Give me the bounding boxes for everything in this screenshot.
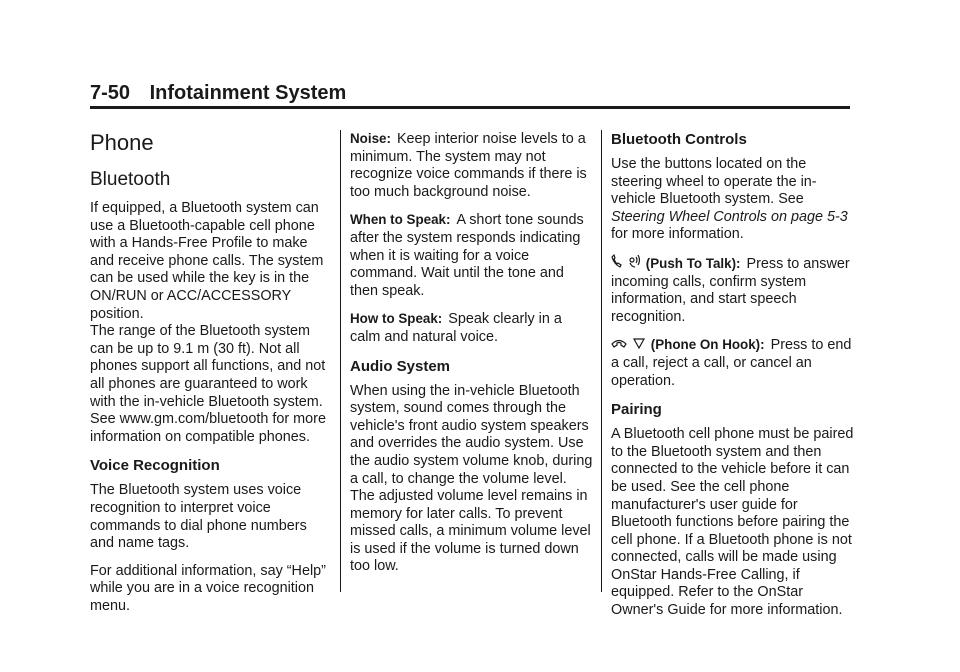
column-3: [611, 130, 856, 630]
page-header: [90, 80, 850, 109]
paragraph-noise: [350, 130, 595, 201]
voice-icon: [628, 255, 644, 271]
paragraph-when: [350, 211, 595, 300]
paragraph-controls: [611, 156, 856, 244]
paragraph: The range of the Bluetooth system can be up to 9.1 m (30 ft). Not all phones support all functions, and not all phones are guaranteed to work with the in-vehicle Bluetooth system. See www.gm.com/bluetooth for more information on compatible phones.: [90, 323, 326, 445]
heading-bluetooth: Bluetooth: [90, 169, 171, 190]
term-label: Noise:: [350, 131, 391, 146]
paragraph-phone-on-hook: [611, 336, 856, 390]
paragraph: The Bluetooth system uses voice recognition to interpret voice commands to dial phone numbers and name tags.: [90, 482, 307, 552]
column-divider: [340, 130, 341, 592]
text: Use the buttons located on the steering wheel to operate the in-vehicle Bluetooth system.: [611, 156, 817, 208]
term-text: Speak clearly in a calm and natural voice.: [350, 311, 562, 345]
column-1: [90, 122, 330, 625]
term-text: Press to end a call, reject a call, or cancel an operation.: [611, 337, 852, 389]
heading-audio-system: Audio System: [350, 357, 451, 375]
term-text: Press to answer incoming calls, confirm system information, and start speech recognition.: [611, 255, 850, 325]
paragraph: A Bluetooth cell phone must be paired to the Bluetooth system and then connected to the vehicle before it can be used. See the cell phone manufacturer's user guide for Bluetooth functions before pairing the cell phone. If a Bluetooth phone is not connected, calls will be made using OnStar Hands-Free Calling, if equipped. Refer to the OnStar Owner's Guide for more information.: [611, 426, 854, 619]
term-label: (Phone On Hook):: [650, 337, 765, 353]
section-title: Infotainment System: [149, 82, 347, 104]
hook-icon: [611, 336, 631, 352]
heading-phone: Phone: [90, 130, 154, 155]
paragraph-how: [350, 310, 595, 346]
paragraph: For additional information, say “Help” while you are in a voice recognition menu.: [90, 562, 326, 614]
column-divider: [601, 130, 602, 592]
column-2: [350, 130, 595, 586]
term-label: (Push To Talk):: [645, 255, 741, 271]
mute-icon: [633, 336, 649, 352]
heading-pairing: Pairing: [611, 401, 662, 419]
text: for more information.: [611, 226, 744, 243]
cross-reference: Steering Wheel Controls on page 5-3: [611, 208, 848, 225]
page-number: 7-50: [90, 82, 131, 104]
term-text: Keep interior noise levels to a minimum. The system may not recognize voice commands if there is too much background noise.: [350, 131, 587, 200]
heading-bluetooth-controls: Bluetooth Controls: [611, 131, 747, 148]
paragraph-push-to-talk: [611, 254, 856, 326]
paragraph: When using the in-vehicle Bluetooth system, sound comes through the vehicle's front audio system speakers and overrides the audio system. Use the audio system volume knob, during a call, to change the volume level. The adjusted volume level remains in memory for later calls. To prevent missed calls, a minimum volume level is used if the volume is turned down too low.: [350, 382, 593, 575]
term-text: A short tone sounds after the system responds indicating when it is waiting for a voice command. Wait until the tone and then speak.: [350, 212, 584, 299]
term-label: How to Speak:: [350, 311, 443, 327]
heading-voice-recognition: Voice Recognition: [90, 457, 220, 475]
text: See: [778, 191, 804, 208]
paragraph: If equipped, a Bluetooth system can use a Bluetooth-capable cell phone with a Hands-Free Profile to make and receive phone calls. The system can be used while the key is in the ON/RUN or ACC/ACCESSORY position.: [90, 200, 324, 322]
phone-icon: [611, 255, 626, 271]
term-label: When to Speak:: [350, 212, 451, 228]
